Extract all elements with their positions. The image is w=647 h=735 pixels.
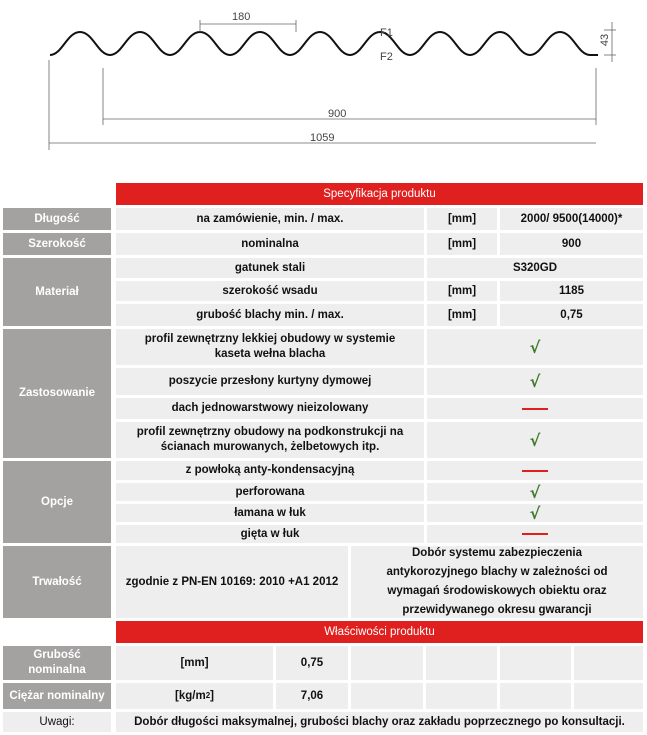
opcje-item-desc: gięta w łuk	[116, 525, 424, 543]
ciezar-unit-base: [kg/m	[175, 689, 206, 702]
opcje-item-desc: łamana w łuk	[116, 504, 424, 522]
ciezar-unit-close: ]	[210, 689, 214, 702]
dlugosc-unit: [mm]	[427, 208, 497, 230]
opcje-item-desc: z powłoką anty-kondensacyjną	[116, 461, 424, 480]
grubosc-desc: grubość blachy min. / max.	[116, 304, 424, 326]
check-icon: √	[529, 503, 541, 523]
wsad-value: 1185	[500, 281, 643, 301]
zast-item-mark	[427, 398, 643, 419]
wsad-desc: szerokość wsadu	[116, 281, 424, 301]
grubosc-nom-value: 0,75	[276, 646, 348, 680]
opcje-item-mark	[427, 483, 643, 501]
profile-wave	[50, 32, 598, 55]
opcje-item-desc: perforowana	[116, 483, 424, 501]
empty-cell	[574, 646, 643, 680]
szerokosc-desc: nominalna	[116, 233, 424, 255]
check-icon: √	[529, 337, 541, 357]
szerokosc-unit: [mm]	[427, 233, 497, 255]
dash-icon	[522, 533, 548, 535]
empty-cell	[500, 646, 571, 680]
ciezar-value: 7,06	[276, 683, 348, 709]
gatunek-desc: gatunek stali	[116, 258, 424, 278]
props-header: Właściwości produktu	[116, 621, 643, 643]
label-zastosowanie: Zastosowanie	[3, 329, 111, 458]
empty-cell	[500, 683, 571, 709]
label-dlugosc: Długość	[3, 208, 111, 230]
dim-total-label: 1059	[310, 132, 335, 144]
empty-cell	[426, 683, 497, 709]
dim-wave-label: 180	[232, 11, 251, 23]
dim-cover-label: 900	[328, 108, 347, 120]
zast-item-desc: profil zewnętrzny obudowy na podkonstrukcji na ścianach murowanych, żelbetowych itp.	[116, 422, 424, 458]
dash-icon	[522, 470, 548, 472]
dlugosc-desc: na zamówienie, min. / max.	[116, 208, 424, 230]
check-icon: √	[529, 372, 541, 391]
zast-item-mark	[427, 368, 643, 395]
opcje-item-mark	[427, 461, 643, 480]
label-szerokosc: Szerokość	[3, 233, 111, 255]
wsad-unit: [mm]	[427, 281, 497, 301]
opcje-item-mark	[427, 525, 643, 543]
dim-height-label: 43	[599, 33, 611, 47]
empty-cell	[574, 683, 643, 709]
label-trwalosc: Trwałość	[3, 546, 111, 618]
check-icon: √	[529, 482, 541, 502]
face-top-label: F1	[380, 27, 393, 39]
opcje-item-mark	[427, 504, 643, 522]
label-ciezar-nominalny: Ciężar nominalny	[3, 683, 111, 709]
dlugosc-value: 2000/ 9500(14000)*	[500, 208, 643, 230]
grubosc-value: 0,75	[500, 304, 643, 326]
grubosc-nom-unit: [mm]	[116, 646, 273, 680]
empty-cell	[351, 646, 423, 680]
zast-item-desc: poszycie przesłony kurtyny dymowej	[116, 368, 424, 395]
uwagi-label: Uwagi:	[3, 712, 111, 732]
label-opcje: Opcje	[3, 461, 111, 543]
label-grubosc-nominalna: Grubość nominalna	[3, 646, 111, 680]
ciezar-unit: [kg/m 2 ]	[116, 683, 273, 709]
grubosc-unit: [mm]	[427, 304, 497, 326]
spec-header: Specyfikacja produktu	[116, 183, 643, 205]
uwagi-text: Dobór długości maksymalnej, grubości blachy oraz zakładu poprzecznego po konsultacji.	[116, 712, 643, 732]
zast-item-mark	[427, 329, 643, 365]
zast-item-desc: dach jednowarstwowy nieizolowany	[116, 398, 424, 419]
empty-cell	[351, 683, 423, 709]
check-icon: √	[529, 430, 541, 450]
trwalosc-note: Dobór systemu zabezpieczenia antykorozyjnego blachy w zależności od wymagań środowiskowych obiektu oraz przewidywanego okresu gwarancji	[351, 546, 643, 618]
gatunek-value: S320GD	[427, 258, 643, 278]
szerokosc-value: 900	[500, 233, 643, 255]
profile-drawing	[0, 0, 647, 160]
label-material: Materiał	[3, 258, 111, 326]
empty-cell	[426, 646, 497, 680]
zast-item-mark	[427, 422, 643, 458]
dash-icon	[522, 408, 548, 410]
face-bottom-label: F2	[380, 51, 393, 63]
zast-item-desc: profil zewnętrzny lekkiej obudowy w systemie kaseta wełna blacha	[116, 329, 424, 365]
trwalosc-norm: zgodnie z PN-EN 10169: 2010 +A1 2012	[116, 546, 348, 618]
